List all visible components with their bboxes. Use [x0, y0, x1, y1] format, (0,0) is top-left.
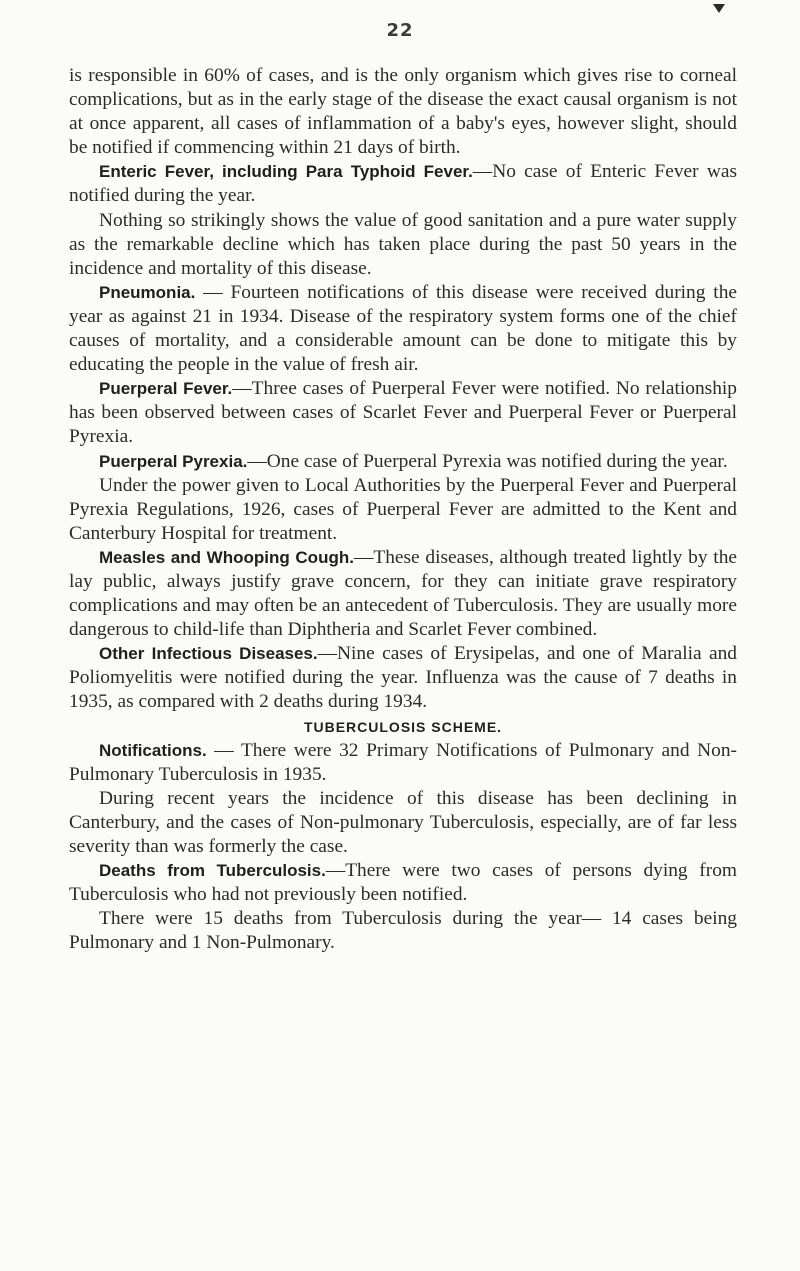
paragraph [69, 450, 737, 474]
paragraph [69, 859, 737, 907]
paragraph-heading: Other Infectious Diseases. [99, 644, 318, 664]
paragraph-heading: Notifications. [99, 740, 207, 760]
page-number: 22 [386, 20, 414, 41]
paragraph [69, 281, 737, 377]
paragraph [69, 64, 737, 160]
paragraph-text: During recent years the incidence of this disease has been declining in Canterbury, and the cases of Non-pulmonary Tuberculosis, especially, are of far less severity than was formerly the case. [69, 787, 737, 857]
paragraph-text: —One case of Puerperal Pyrexia was notified during the year. [247, 450, 728, 472]
paragraph-heading: Puerperal Fever. [99, 379, 233, 399]
paragraph-text: —Nine cases of Erysipelas, and one of Maralia and Poliomyelitis were notified during the year. Influenza was the cause of 7 deaths in 1935, as compared with 2 deaths during 1934. [69, 643, 737, 713]
paragraph [69, 160, 737, 208]
paragraph-text: —Three cases of Puerperal Fever were notified. No relationship has been observed between cases of Scarlet Fever and Puerperal Fever or Puerperal Pyrexia. [69, 378, 737, 448]
paragraph-heading: Enteric Fever, including Para Typhoid Fever. [99, 162, 473, 182]
paragraph-text: — There were 32 Primary Notifications of Pulmonary and Non-Pulmonary Tuberculosis in 1935. [69, 739, 737, 785]
paragraph-text: Under the power given to Local Authorities by the Puerperal Fever and Puerperal Pyrexia Regulations, 1926, cases of Puerperal Fever are admitted to the Kent and Canterbury Hospital for treatment. [69, 474, 737, 544]
paragraph [69, 739, 737, 787]
paragraph [69, 787, 737, 859]
paragraph-heading: Measles and Whooping Cough. [99, 547, 354, 567]
paragraph-text: is responsible in 60% of cases, and is the only organism which gives rise to corneal complications, but as in the early stage of the disease the exact causal organism is not at once apparent, all cases of inflammation of a baby's eyes, however slight, should be notified if commencing within 21 days of birth. [69, 65, 737, 159]
paragraph-text: —There were two cases of persons dying from Tuberculosis who had not previously been notified. [69, 860, 737, 906]
paragraph-heading: Deaths from Tuberculosis. [99, 861, 326, 881]
paragraph-text: There were 15 deaths from Tuberculosis during the year— 14 cases being Pulmonary and 1 Non-Pulmonary. [69, 908, 737, 954]
paragraph-text: —No case of Enteric Fever was notified during the year. [69, 161, 737, 207]
paragraph-heading: Puerperal Pyrexia. [99, 451, 248, 471]
paragraph [69, 209, 737, 281]
paragraph [69, 546, 737, 642]
body-text [69, 64, 737, 955]
paragraph [69, 642, 737, 714]
paragraph-heading: Pneumonia. [99, 282, 196, 302]
section-title: TUBERCULOSIS SCHEME. [303, 718, 503, 735]
paragraph-text: Nothing so strikingly shows the value of good sanitation and a pure water supply as the remarkable decline which has taken place during the past 50 years in the incidence and mortality of this disease. [69, 209, 737, 279]
paragraph [69, 907, 737, 955]
paragraph [69, 377, 737, 449]
corner-mark-icon [713, 4, 725, 13]
paragraph-text: —These diseases, although treated lightly by the lay public, always justify grave concern, for they can initiate grave respiratory complications and may often be an antecedent of Tuberculosis. They are usually more dangerous to child-life than Diphtheria and Scarlet Fever combined. [69, 546, 737, 641]
paragraph-text: — Fourteen notifications of this disease were received during the year as against 21 in 1934. Disease of the respiratory system forms one of the chief causes of mortality, and a considerable amount can be done to mitigate this by educating the people in the value of fresh air. [69, 281, 737, 376]
paragraph [69, 474, 737, 546]
